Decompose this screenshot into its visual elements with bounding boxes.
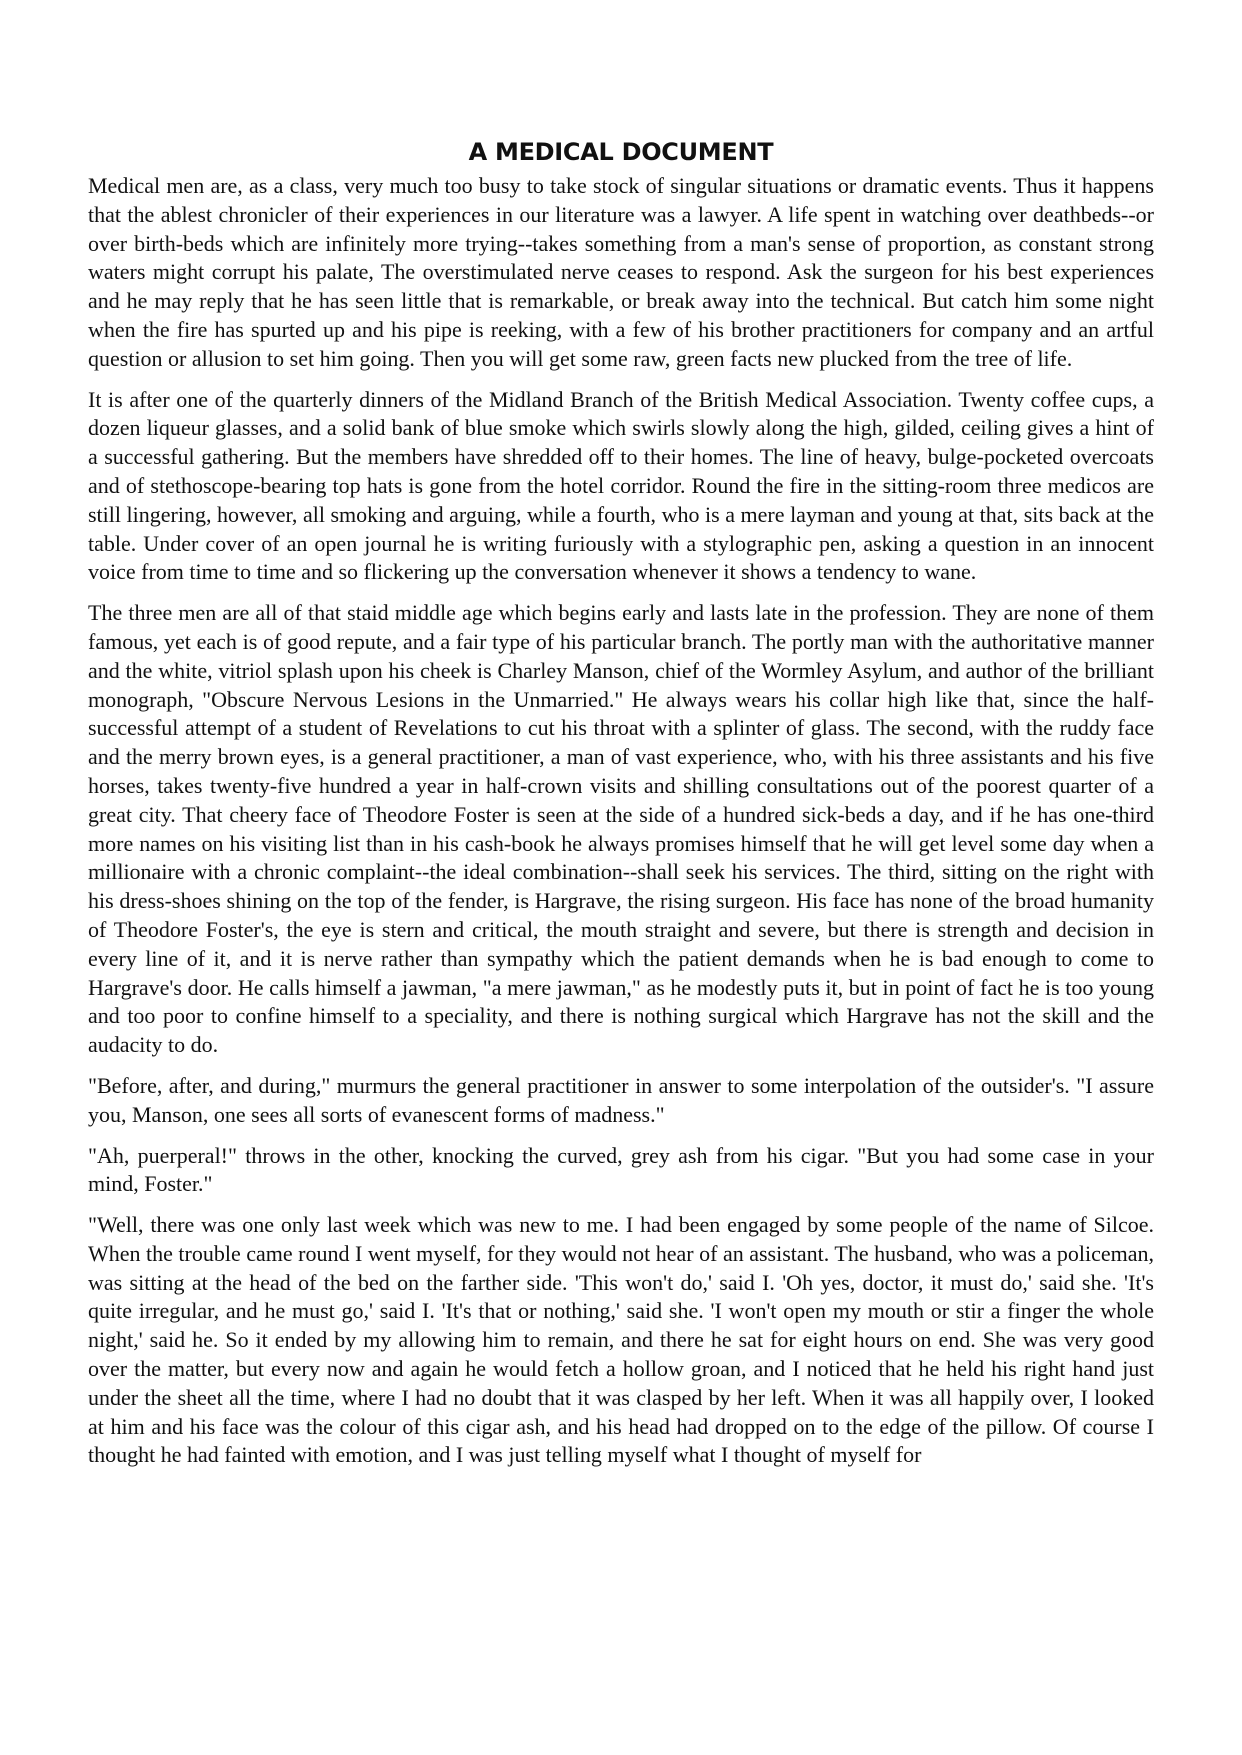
- paragraph-3: The three men are all of that staid middle age which begins early and lasts late in the profession. They are none of them famous, yet each is of good repute, and a fair type of his particular branch. The portly man with the authoritative manner and the white, vitriol splash upon his cheek is Charley Manson, chief of the Wormley Asylum, and author of the brilliant monograph, "Obscure Nervous Lesions in the Unmarried." He always wears his collar high like that, since the half-successful attempt of a student of Revelations to cut his throat with a splinter of glass. The second, with the ruddy face and the merry brown eyes, is a general practitioner, a man of vast experience, who, with his three assistants and his five horses, takes twenty-five hundred a year in half-crown visits and shilling consultations out of the poorest quarter of a great city. That cheery face of Theodore Foster is seen at the side of a hundred sick-beds a day, and if he has one-third more names on his visiting list than in his cash-book he always promises himself that he will get level some day when a millionaire with a chronic complaint--the ideal combination--shall seek his services. The third, sitting on the right with his dress-shoes shining on the top of the fender, is Hargrave, the rising surgeon. His face has none of the broad humanity of Theodore Foster's, the eye is stern and critical, the mouth straight and severe, but there is strength and decision in every line of it, and it is nerve rather than sympathy which the patient demands when he is bad enough to come to Hargrave's door. He calls himself a jawman, "a mere jawman," as he modestly puts it, but in point of fact he is too young and too poor to confine himself to a speciality, and there is nothing surgical which Hargrave has not the skill and the audacity to do.: [88, 600, 1154, 1058]
- paragraph-6: "Well, there was one only last week which was new to me. I had been engaged by some people of the name of Silcoe. When the trouble came round I went myself, for they would not hear of an assistant. The husband, who was a policeman, was sitting at the head of the bed on the farther side. 'This won't do,' said I. 'Oh yes, doctor, it must do,' said she. 'It's quite irregular, and he must go,' said I. 'It's that or nothing,' said she. 'I won't open my mouth or stir a finger the whole night,' said he. So it ended by my allowing him to remain, and there he sat for eight hours on end. She was very good over the matter, but every now and again he would fetch a hollow groan, and I noticed that he held his right hand just under the sheet all the time, where I had no doubt that it was clasped by her left. When it was all happily over, I looked at him and his face was the colour of this cigar ash, and his head had dropped on to the edge of the pillow. Of course I thought he had fainted with emotion, and I was just telling myself what I thought of myself for: [88, 1212, 1154, 1468]
- document-page: [88, 136, 1154, 1482]
- paragraph-1: Medical men are, as a class, very much too busy to take stock of singular situations or dramatic events. Thus it happens that the ablest chronicler of their experiences in our literature was a lawyer. A life spent in watching over deathbeds--or over birth-beds which are infinitely more trying--takes something from a man's sense of proportion, as constant strong waters might corrupt his palate, The overstimulated nerve ceases to respond. Ask the surgeon for his best experiences and he may reply that he has seen little that is remarkable, or break away into the technical. But catch him some night when the fire has spurted up and his pipe is reeking, with a few of his brother practitioners for company and an artful question or allusion to set him going. Then you will get some raw, green facts new plucked from the tree of life.: [88, 173, 1154, 371]
- paragraph-2: It is after one of the quarterly dinners of the Midland Branch of the British Medical Association. Twenty coffee cups, a dozen liqueur glasses, and a solid bank of blue smoke which swirls slowly along the high, gilded, ceiling gives a hint of a successful gathering. But the members have shredded off to their homes. The line of heavy, bulge-pocketed overcoats and of stethoscope-bearing top hats is gone from the hotel corridor. Round the fire in the sitting-room three medicos are still lingering, however, all smoking and arguing, while a fourth, who is a mere layman and young at that, sits back at the table. Under cover of an open journal he is writing furiously with a stylographic pen, asking a question in an innocent voice from time to time and so flickering up the conversation whenever it shows a tendency to wane.: [88, 386, 1154, 585]
- document-title: A MEDICAL DOCUMENT: [468, 138, 774, 166]
- paragraph-4: "Before, after, and during," murmurs the general practitioner in answer to some interpolation of the outsider's. "I assure you, Manson, one sees all sorts of evanescent forms of madness.": [88, 1072, 1154, 1127]
- paragraph-5: "Ah, puerperal!" throws in the other, knocking the curved, grey ash from his cigar. "But you had some case in your mind, Foster.": [88, 1142, 1154, 1197]
